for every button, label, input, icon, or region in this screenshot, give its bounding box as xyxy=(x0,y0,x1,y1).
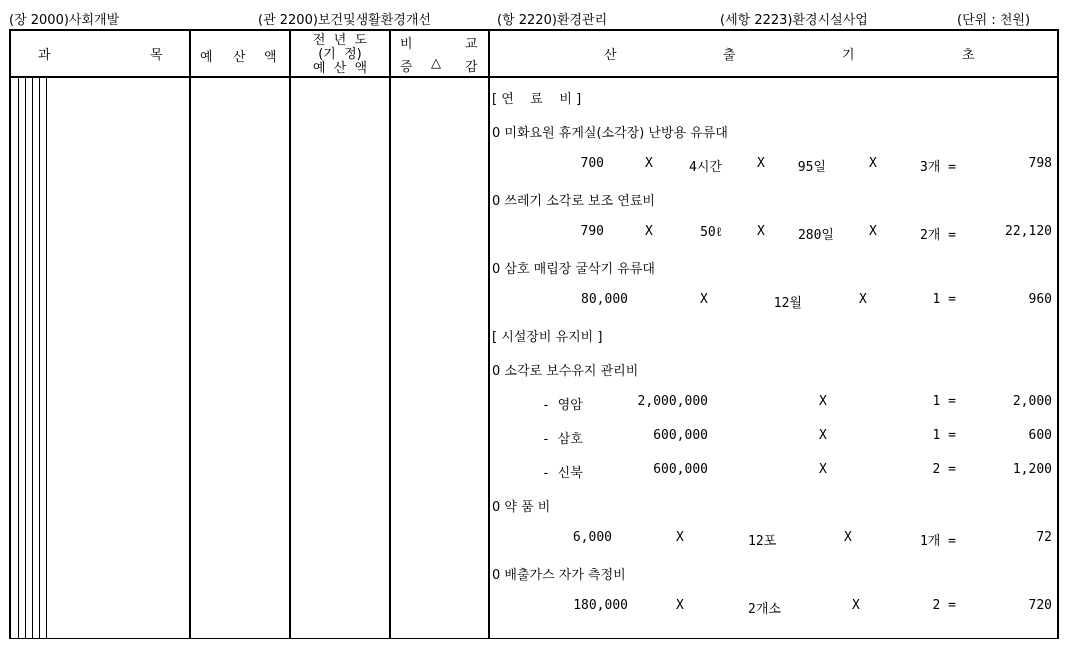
jang-label: (장 2000)사회개발 xyxy=(9,13,120,28)
calc-value-a: 600,000 xyxy=(653,462,708,477)
level-line-1 xyxy=(18,78,19,639)
calc-value-a: 6,000 xyxy=(572,530,612,545)
calc-value-a: 80,000 xyxy=(581,292,628,307)
calc-value-d: 1 = xyxy=(932,292,956,307)
calc-value-a: 700 xyxy=(580,156,604,171)
col-sep-budget xyxy=(289,29,291,639)
col-sep-gwamok xyxy=(189,29,191,639)
header-bottom-border xyxy=(9,76,1059,78)
calc-value-c: 280일 xyxy=(797,228,834,243)
calc-times: X xyxy=(676,530,684,545)
col-header-budget-2: 산 xyxy=(233,50,246,65)
calc-value-d: 1개 = xyxy=(919,534,956,549)
calc-times: X xyxy=(859,292,867,307)
col-header-budget-1: 예 xyxy=(200,50,213,65)
text-row: 0 쓰레기 소각로 보조 연료비 xyxy=(492,194,655,209)
calc-times: X xyxy=(869,156,877,171)
calc-total: 720 xyxy=(1028,598,1052,613)
calc-total: 22,120 xyxy=(1005,224,1052,239)
calc-times: X xyxy=(844,530,852,545)
col-header-compare-delta: △ xyxy=(431,56,441,71)
calc-times: X xyxy=(700,292,708,307)
col-header-compare-gyo: 교 xyxy=(465,37,478,52)
text-row: [ 연 료 비 ] xyxy=(492,92,582,107)
sub-item-name: - 영암 xyxy=(542,398,583,413)
calc-value-d: 2 = xyxy=(932,598,956,613)
calc-times: X xyxy=(757,224,765,239)
text-row: [ 시설장비 유지비 ] xyxy=(492,330,603,345)
col-header-basis-4: 초 xyxy=(962,48,975,63)
col-header-compare-bi: 비 xyxy=(400,37,413,52)
col-header-prev-3: 예 산 액 xyxy=(312,61,368,76)
calc-total: 600 xyxy=(1028,428,1052,443)
col-header-mok: 목 xyxy=(150,48,163,63)
calc-times: X xyxy=(645,224,653,239)
text-row: 0 소각로 보수유지 관리비 xyxy=(492,364,639,379)
calc-times: X xyxy=(869,224,877,239)
calc-value-d: 2 = xyxy=(932,462,956,477)
col-header-budget-3: 액 xyxy=(264,50,277,65)
sehang-label: (세항 2223)환경시설사업 xyxy=(720,13,868,28)
text-row: 0 약 품 비 xyxy=(492,500,551,515)
level-line-2 xyxy=(25,78,26,639)
col-sep-compare xyxy=(488,29,490,639)
col-header-prev-2: (기 정) xyxy=(318,47,362,62)
calc-times: X xyxy=(645,156,653,171)
table-bottom-border xyxy=(9,638,1059,639)
level-line-4 xyxy=(39,78,40,639)
col-header-compare-jeung: 증 xyxy=(400,60,413,75)
calc-times: X xyxy=(852,598,860,613)
calc-times: X xyxy=(676,598,684,613)
col-header-compare-gam: 감 xyxy=(465,60,478,75)
calc-value-d: 1 = xyxy=(932,394,956,409)
calc-value-a: 2,000,000 xyxy=(637,394,708,409)
calc-value-d: 2개 = xyxy=(919,228,956,243)
calc-times: X xyxy=(757,156,765,171)
calc-total: 960 xyxy=(1028,292,1052,307)
calc-value-a: 180,000 xyxy=(573,598,628,613)
col-header-gwa: 과 xyxy=(38,48,51,63)
calc-value-c: 95일 xyxy=(797,160,826,175)
col-header-basis-1: 산 xyxy=(604,48,617,63)
calc-value-a: 600,000 xyxy=(653,428,708,443)
unit-label: (단위 : 천원) xyxy=(957,13,1031,28)
calc-value-b: 2개소 xyxy=(748,602,781,617)
sub-item-name: - 신북 xyxy=(542,466,583,481)
calc-total: 72 xyxy=(1036,530,1052,545)
col-header-basis-2: 출 xyxy=(723,48,736,63)
calc-value-d: 1 = xyxy=(932,428,956,443)
calc-times: X xyxy=(819,428,827,443)
calc-value-d: 3개 = xyxy=(919,160,956,175)
calc-total: 1,200 xyxy=(1012,462,1052,477)
text-row: 0 미화요원 휴게실(소각장) 난방용 유류대 xyxy=(492,126,728,141)
calc-times: X xyxy=(819,462,827,477)
calc-value-b: 12월 xyxy=(773,296,802,311)
calc-value-b: 4시간 xyxy=(689,160,722,175)
table-top-border xyxy=(9,29,1059,31)
hang-label: (항 2220)환경관리 xyxy=(497,13,608,28)
calc-value-a: 790 xyxy=(580,224,604,239)
sub-item-name: - 삼호 xyxy=(542,432,583,447)
calc-total: 798 xyxy=(1028,156,1052,171)
text-row: 0 배출가스 자가 측정비 xyxy=(492,568,626,583)
table-right-border xyxy=(1057,29,1059,639)
col-sep-prev xyxy=(389,29,391,639)
calc-times: X xyxy=(819,394,827,409)
calc-total: 2,000 xyxy=(1012,394,1052,409)
level-line-3 xyxy=(32,78,33,639)
level-line-5 xyxy=(46,78,47,639)
gwan-label: (관 2200)보건및생활환경개선 xyxy=(258,13,431,28)
col-header-basis-3: 기 xyxy=(842,48,855,63)
table-left-border xyxy=(9,29,11,639)
text-row: 0 삼호 매립장 굴삭기 유류대 xyxy=(492,262,655,277)
calc-value-b: 12포 xyxy=(748,534,777,549)
calc-value-b: 50ℓ xyxy=(700,225,722,240)
col-header-prev-1: 전 년 도 xyxy=(312,33,368,48)
